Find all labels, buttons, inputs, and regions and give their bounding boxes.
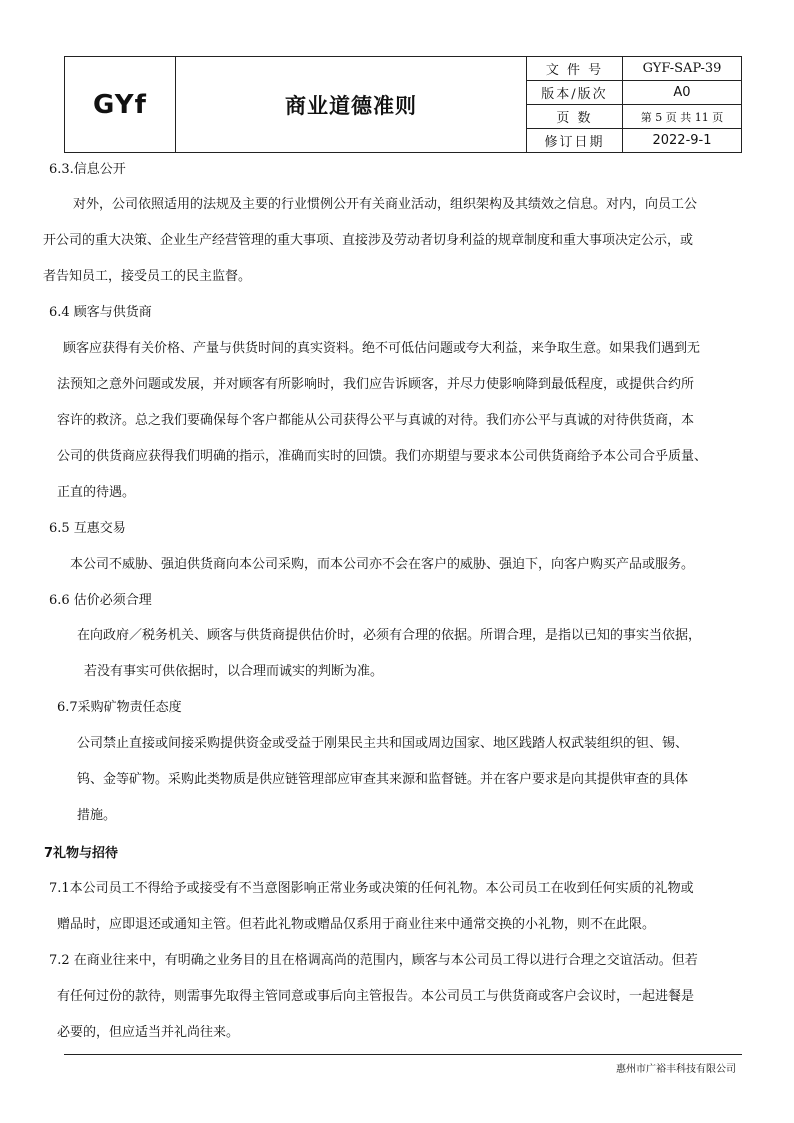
paragraph-line: 者告知员工，接受员工的民主监督。 — [43, 269, 252, 284]
paragraph-line: 公司的供货商应获得我们明确的指示，准确而实时的回馈。我们亦期望与要求本公司供货商给予本公司合乎质量、 — [57, 449, 708, 464]
doc-number-label: 文 件 号 — [527, 57, 623, 81]
section-heading: 6.3.信息公开 — [49, 162, 126, 177]
logo-cell — [65, 57, 176, 153]
paragraph-line: 7.1本公司员工不得给予或接受有不当意图影响正常业务或决策的任何礼物。本公司员工在收到任何实质的礼物或 — [49, 881, 694, 896]
revision-date-label: 修订日期 — [527, 129, 623, 153]
paragraph-line: 公司禁止直接或间接采购提供资金或受益于刚果民主共和国或周边国家、地区践踏人权武装组织的钽、锡、 — [77, 736, 689, 751]
doc-number-value: GYF-SAP-39 — [623, 57, 742, 81]
section-heading: 6.7采购矿物责任态度 — [57, 700, 182, 715]
paragraph-line: 本公司不威胁、强迫供货商向本公司采购，而本公司亦不会在客户的威胁、强迫下，向客户购买产品或服务。 — [70, 557, 695, 572]
footer-divider — [64, 1054, 742, 1055]
paragraph-line: 正直的待遇。 — [57, 485, 136, 500]
title-cell — [176, 57, 527, 153]
chapter-heading: 7礼物与招待 — [44, 846, 119, 861]
paragraph-line: 有任何过份的款待，则需事先取得主管同意或事后向主管报告。本公司员工与供货商或客户会议时，一起进餐是 — [57, 989, 695, 1004]
paragraph-line: 法预知之意外问题或发展，并对顾客有所影响时，我们应告诉顾客，并尽力使影响降到最低程度，或提供合约所 — [57, 377, 695, 392]
page-count-label: 页 数 — [527, 105, 623, 129]
company-logo: GYf — [93, 89, 147, 120]
version-value: A0 — [623, 81, 742, 105]
document-header — [64, 56, 742, 153]
version-label: 版本/版次 — [527, 81, 623, 105]
paragraph-line: 开公司的重大决策、企业生产经营管理的重大事项、直接涉及劳动者切身利益的规章制度和重大事项决定公示，或 — [43, 233, 694, 248]
footer-company: 惠州市广裕丰科技有限公司 — [616, 1064, 736, 1075]
section-heading: 6.6 估价必须合理 — [49, 593, 152, 608]
paragraph-line: 7.2 在商业往来中，有明确之业务目的且在格调高尚的范围内，顾客与本公司员工得以进行合理之交谊活动。但若 — [49, 953, 698, 968]
page-count-value: 第 5 页 共 11 页 — [623, 105, 742, 129]
document-title: 商业道德准则 — [285, 93, 417, 118]
paragraph-line: 对外，公司依照适用的法规及主要的行业惯例公开有关商业活动，组织架构及其绩效之信息。对内，向员工公 — [73, 197, 698, 212]
paragraph-line: 在向政府／税务机关、顾客与供货商提供估价时，必须有合理的依据。所谓合理，是指以已知的事实当依据， — [77, 628, 702, 643]
paragraph-line: 钨、金等矿物。采购此类物质是供应链管理部应审查其来源和监督链。并在客户要求是向其提供审查的具体 — [77, 772, 689, 787]
paragraph-line: 必要的，但应适当并礼尚往来。 — [57, 1025, 240, 1040]
revision-date-value: 2022-9-1 — [623, 129, 742, 153]
paragraph-line: 容许的救济。总之我们要确保每个客户都能从公司获得公平与真诚的对待。我们亦公平与真诚的对待供货商，本 — [57, 413, 695, 428]
section-heading: 6.4 顾客与供货商 — [49, 305, 152, 320]
section-heading: 6.5 互惠交易 — [49, 521, 126, 536]
paragraph-line: 赠品时，应即退还或通知主管。但若此礼物或赠品仅系用于商业往来中通常交换的小礼物，则不在此限。 — [57, 917, 656, 932]
paragraph-line: 措施。 — [77, 808, 117, 823]
paragraph-line: 若没有事实可供依据时，以合理而诚实的判断为准。 — [84, 664, 384, 679]
paragraph-line: 顾客应获得有关价格、产量与供货时间的真实资料。绝不可低估问题或夸大利益，来争取生意。如果我们遇到无 — [63, 341, 701, 356]
